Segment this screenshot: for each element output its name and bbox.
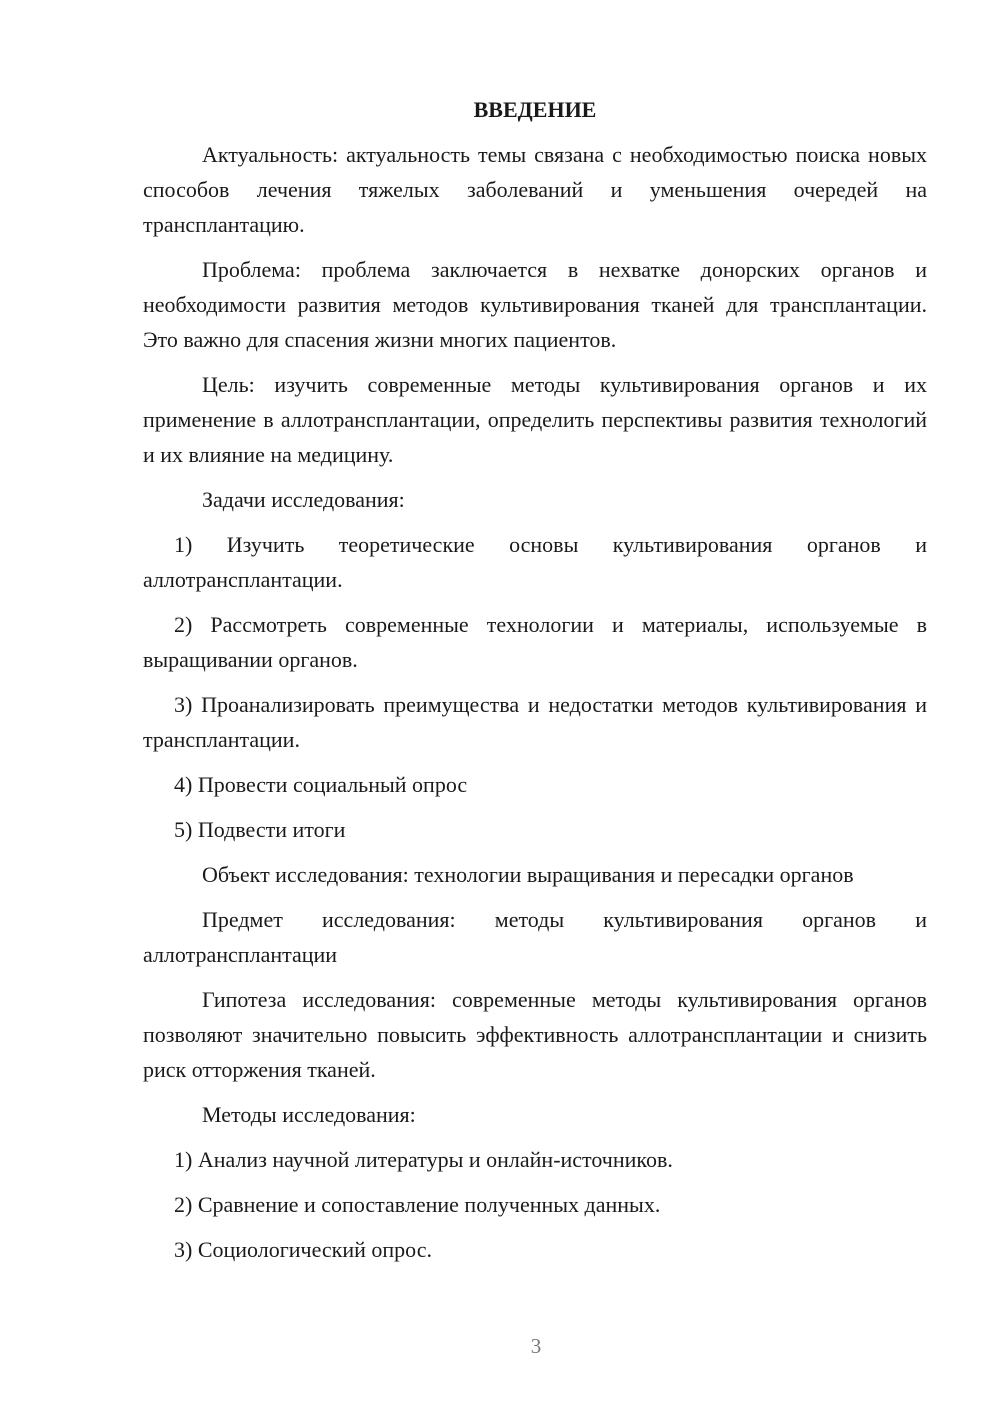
task-item-2: 2) Рассмотреть современные технологии и материалы, используемые в выращивании органов. <box>143 612 927 672</box>
paragraph-relevance: Актуальность: актуальность темы связана с необходимостью поиска новых способов лечения тяжелых заболеваний и уменьшения очередей на трансплантацию. <box>143 142 927 237</box>
tasks-heading: Задачи исследования: <box>202 487 405 512</box>
paragraph-hypothesis: Гипотеза исследования: современные методы культивирования органов позволяют значительно повысить эффективность аллотрансплантации и снизить риск отторжения тканей. <box>143 987 927 1082</box>
methods-heading: Методы исследования: <box>202 1102 416 1127</box>
page-number: 3 <box>530 1334 542 1358</box>
task-item-4: 4) Провести социальный опрос <box>174 772 468 797</box>
method-item-2: 2) Сравнение и сопоставление полученных данных. <box>174 1192 661 1217</box>
task-item-5: 5) Подвести итоги <box>174 817 346 842</box>
method-item-1: 1) Анализ научной литературы и онлайн-источников. <box>174 1147 673 1172</box>
paragraph-subject: Предмет исследования: методы культивирования органов и аллотрансплантации <box>143 907 927 967</box>
section-heading: ВВЕДЕНИЕ <box>473 97 597 122</box>
paragraph-problem: Проблема: проблема заключается в нехватке донорских органов и необходимости развития методов культивирования тканей для трансплантации. Это важно для спасения жизни многих пациентов. <box>143 257 927 352</box>
method-item-3: 3) Социологический опрос. <box>174 1237 432 1262</box>
task-item-1: 1) Изучить теоретические основы культивирования органов и аллотрансплантации. <box>143 532 927 592</box>
task-item-3: 3) Проанализировать преимущества и недостатки методов культивирования и трансплантации. <box>143 692 927 752</box>
paragraph-object: Объект исследования: технологии выращивания и пересадки органов <box>202 862 854 887</box>
page-content <box>143 92 927 1277</box>
paragraph-goal: Цель: изучить современные методы культивирования органов и их применение в аллотрансплантации, определить перспективы развития технологий и их влияние на медицину. <box>143 372 927 467</box>
